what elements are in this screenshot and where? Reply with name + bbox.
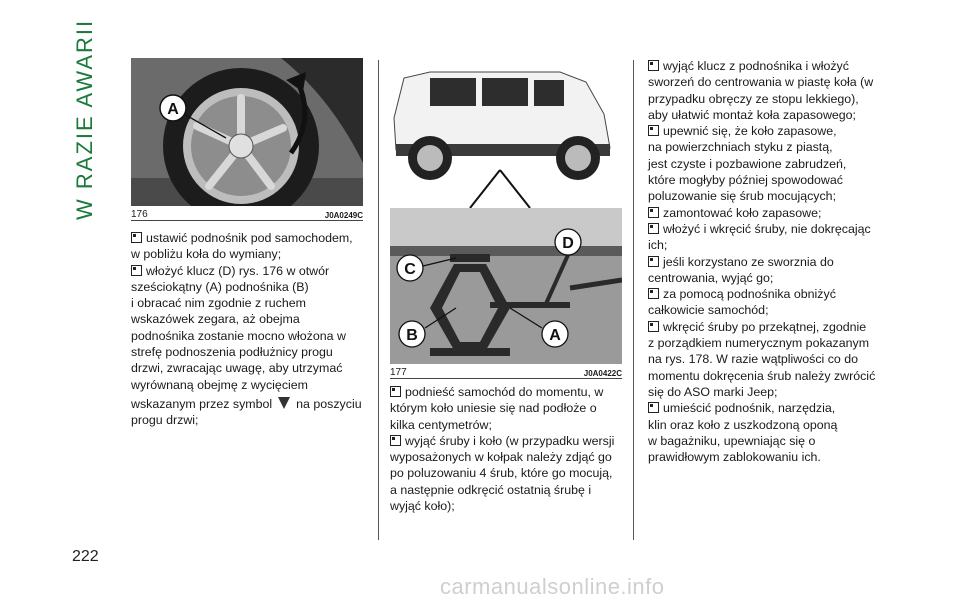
bullet-icon [648,402,659,413]
column-1-text: ustawić podnośnik pod samochodem, w pobliżu koła do wymiany; włożyć klucz (D) rys. 176 w otwór sześciokątny (A) podnośnika (B) i obracać nim zgodnie z ruchem wskazówek zegara, aż obejma podnośnika zostanie mocno włożona w strefę podnoszenia podłużnicy progu drzwi, zwracając uwagę, aby utrzymać wyrównaną obejmę z wycięciem wskazanym przez symbol na poszyciu progu drzwi; [131,231,362,428]
figure-code: J0A0249C [324,211,363,220]
callout-label: B [406,327,418,344]
column-divider [633,60,634,540]
bullet-icon [648,60,659,71]
bullet-icon [648,256,659,267]
figure-177-jeep-jack [390,58,622,364]
figure-176-wheel-jack [131,58,363,206]
figure-176-caption [131,206,363,221]
wheel-jack-illustration [131,58,363,206]
bullet-icon [648,223,659,234]
bullet-icon [648,125,659,136]
bullet-icon [131,232,142,243]
bullet-icon [648,288,659,299]
figure-177-caption [390,364,622,379]
callout-label: C [404,261,416,278]
notch-symbol-icon [278,397,290,409]
column-2-text: podnieść samochód do momentu, w którym koło uniesie się nad podłoże o kilka centymetrów; wyjąć śruby i koło (w przypadku wersji wyposażonych w kołpak należy zdjąć go po poluzowaniu 4 śrub, które go mocują, a następnie odkręcić ostatnią śrubę i wyjąć koło); [390,385,615,514]
callout-label: A [167,101,179,118]
jeep-jack-illustration [390,58,622,364]
figure-code: J0A0422C [583,369,622,378]
figure-number: 176 [131,209,148,220]
bullet-icon [648,207,659,218]
bullet-icon [131,265,142,276]
callout-label: D [562,235,574,252]
callout-label: A [549,327,561,344]
figure-number: 177 [390,367,407,378]
bullet-icon [390,435,401,446]
bullet-icon [648,321,659,332]
column-divider [378,60,379,540]
column-3-text: wyjąć klucz z podnośnika i włożyć sworzeń do centrowania w piastę koła (w przypadku obręczy ze stopu lekkiego), aby ułatwić montaż koła zapasowego; upewnić się, że koło zapasowe, na powierzchniach styku z piastą, jest czyste i pozbawione zabrudzeń, które mogłyby później spowodować poluzowanie się śrub mocujących; zamontować koło zapasowe; włożyć i wkręcić śruby, nie dokręcając ich; jeśli korzystano ze sworznia do centrowania, wyjąć go; za pomocą podnośnika obniżyć całkowicie samochód; wkręcić śruby po przekątnej, zgodnie z porządkiem numerycznym pokazanym na rys. 178. W razie wątpliwości co do momentu dokręcenia śrub należy zwrócić się do ASO marki Jeep; umieścić podnośnik, narzędzia, klin oraz koło z uszkodzoną oponą w bagażniku, upewniając się o prawidłowym zablokowaniu ich. [648,59,876,465]
page-number: 222 [72,548,99,565]
section-title: W RAZIE AWARII [72,18,97,220]
watermark: carmanualsonline.info [440,574,665,599]
bullet-icon [390,386,401,397]
